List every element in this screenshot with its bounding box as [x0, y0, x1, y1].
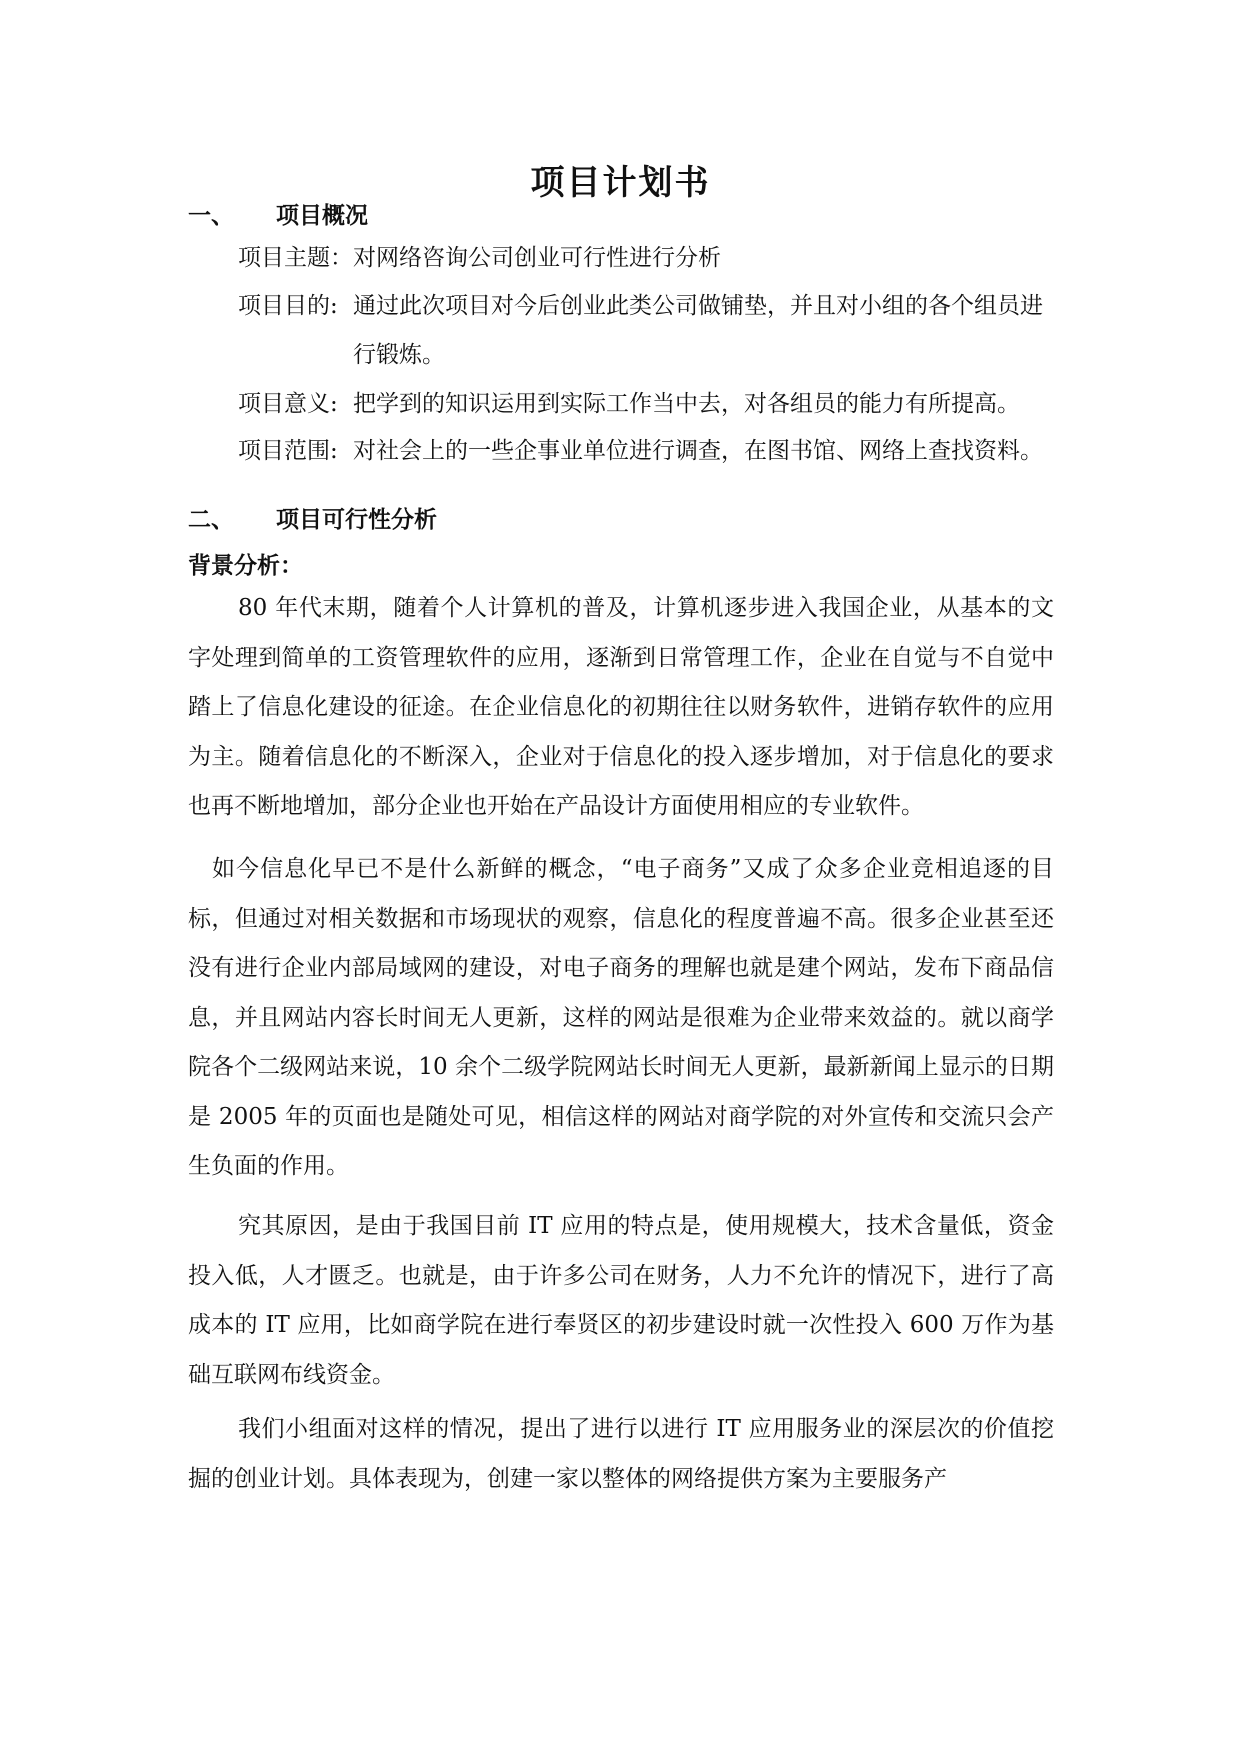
item-topic-text: 对网络咨询公司创业可行性进行分析 [353, 245, 721, 271]
section-2-heading [188, 500, 437, 540]
item-scope-label: 项目范围: [238, 438, 338, 464]
item-scope [238, 427, 1058, 476]
section-2-number: 二、 [188, 507, 234, 533]
item-scope-text: 对社会上的一些企事业单位进行调查，在图书馆、网络上查找资料。 [353, 438, 1043, 464]
item-purpose [238, 282, 1058, 380]
document-title: 项目计划书 [530, 163, 711, 203]
item-purpose-label: 项目目的: [238, 293, 338, 319]
paragraph-3: 究其原因，是由于我国目前 IT 应用的特点是，使用规模大，技术含量低，资金投入低，人才匮乏。也就是，由于许多公司在财务，人力不允许的情况下，进行了高成本的 IT 应用，比如商学院在进行奉贤区的初步建设时就一次性投入 600 万作为基础互联网布线资金。 [188, 1213, 1054, 1388]
background-analysis-heading: 背景分析： [188, 553, 303, 579]
paragraph-2: 如今信息化早已不是什么新鲜的概念，“电子商务”又成了众多企业竞相追逐的目标，但通过对相关数据和市场现状的观察，信息化的程度普遍不高。很多企业甚至还没有进行企业内部局域网的建设，对电子商务的理解也就是建个网站，发布下商品信息，并且网站内容长时间无人更新，这样的网站是很难为企业带来效益的。就以商学院各个二级网站来说，10 余个二级学院网站长时间无人更新，最新新闻上显示的日期是 2005 年的页面也是随处可见，相信这样的网站对商学院的对外宣传和交流只会产生负面的作用。 [188, 856, 1054, 1179]
item-significance-label: 项目意义: [238, 391, 338, 417]
item-significance [238, 380, 1058, 429]
section-1-title: 项目概况 [276, 203, 368, 229]
section-2-title: 项目可行性分析 [276, 507, 437, 533]
section-1-number: 一、 [188, 203, 234, 229]
section-1-heading [188, 196, 368, 236]
item-topic-label: 项目主题： [238, 245, 353, 271]
item-topic [238, 234, 1058, 283]
paragraph-1: 80 年代末期，随着个人计算机的普及，计算机逐步进入我国企业，从基本的文字处理到简单的工资管理软件的应用，逐渐到日常管理工作，企业在自觉与不自觉中踏上了信息化建设的征途。在企业信息化的初期往往以财务软件，进销存软件的应用为主。随着信息化的不断深入，企业对于信息化的投入逐步增加，对于信息化的要求也再不断地增加，部分企业也开始在产品设计方面使用相应的专业软件。 [188, 595, 1054, 819]
item-purpose-text: 通过此次项目对今后创业此类公司做铺垫，并且对小组的各个组员进行锻炼。 [353, 293, 1043, 368]
paragraph-4: 我们小组面对这样的情况，提出了进行以进行 IT 应用服务业的深层次的价值挖掘的创业计划。具体表现为，创建一家以整体的网络提供方案为主要服务产 [188, 1416, 1054, 1492]
item-significance-text: 把学到的知识运用到实际工作当中去，对各组员的能力有所提高。 [353, 391, 1020, 417]
